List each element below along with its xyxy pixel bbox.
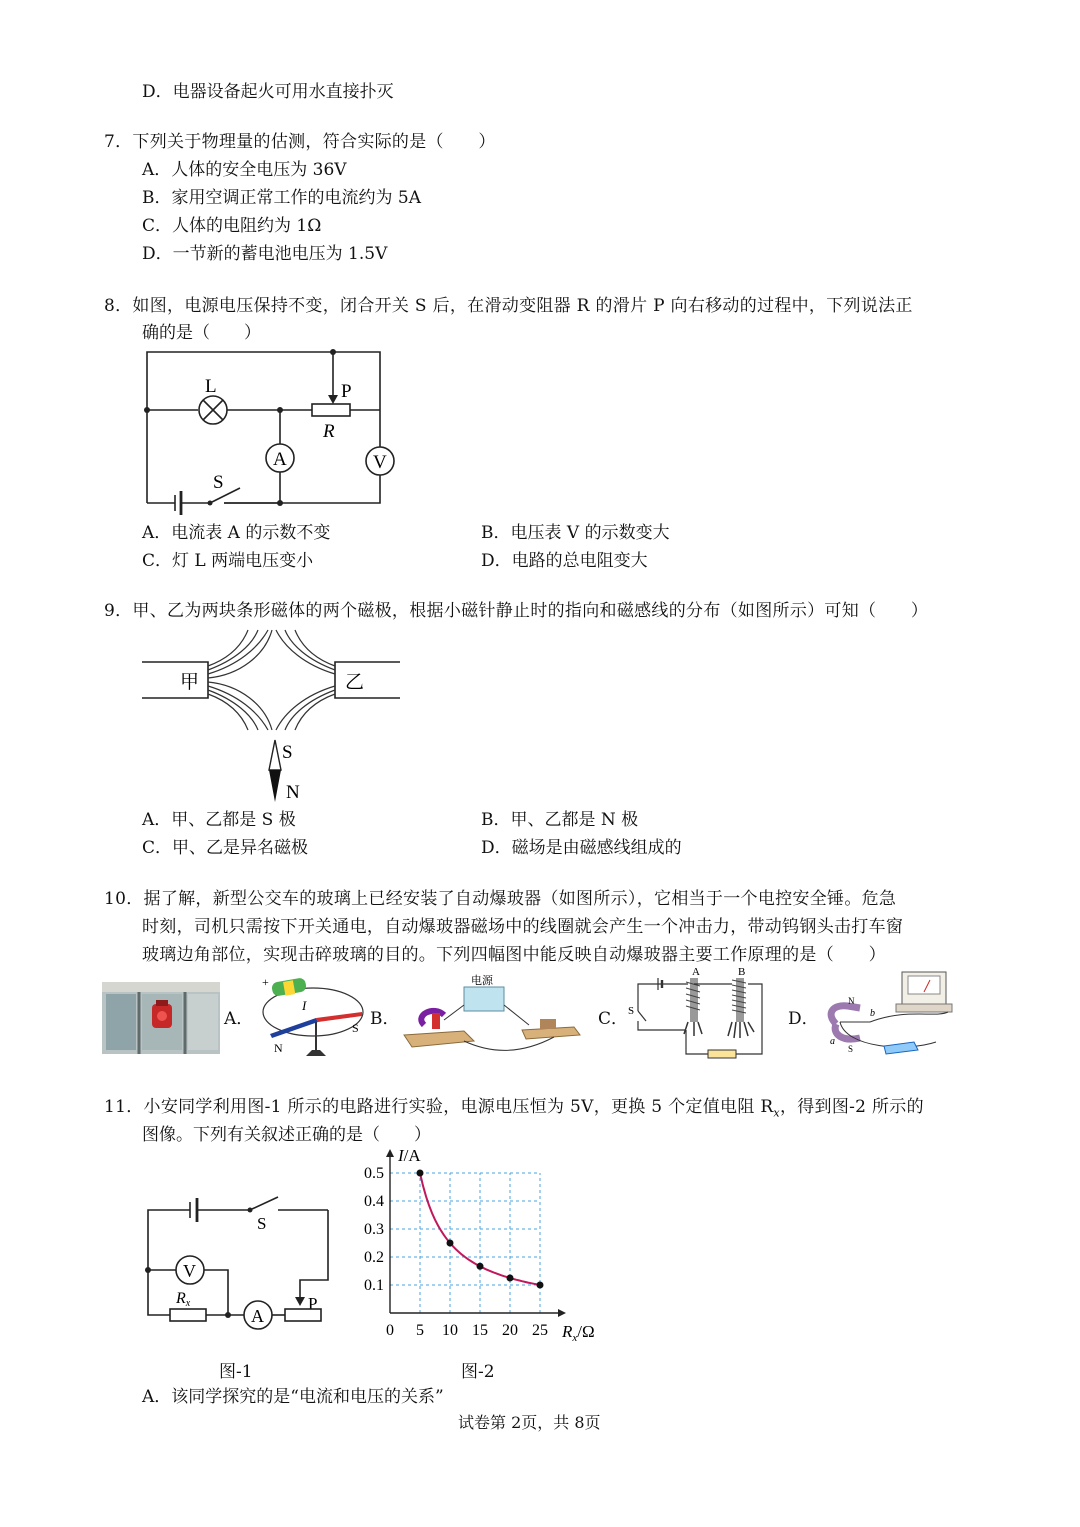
svg-text:+: + xyxy=(262,975,269,989)
chart-y-tick-label: 0.1 xyxy=(364,1277,384,1294)
q11-fig1-slider-label: P xyxy=(308,1294,318,1313)
q8-stem-line1: 8．如图，电源电压保持不变，闭合开关 S 后，在滑动变阻器 R 的滑片 P 向右移动的过程中，下列说法正 xyxy=(104,296,913,316)
q11-fig1-voltmeter-label: V xyxy=(183,1261,196,1281)
q10-fig-d-b-label: b xyxy=(870,1008,875,1019)
q10-fig-a-s-label: S xyxy=(352,1021,359,1035)
q9-left-pole-label: 甲 xyxy=(180,672,200,693)
q11-stem-line2: 图像。下列有关叙述正确的是（ ） xyxy=(142,1125,431,1145)
chart-data-point xyxy=(477,1263,484,1270)
chart-x-tick-label: 10 xyxy=(442,1322,458,1339)
q8-stem-line2: 确的是（ ） xyxy=(142,323,261,343)
q11-stem-line1-end: ，得到图-2 所示的 xyxy=(779,1097,924,1117)
q10-choice-d-label: D． xyxy=(788,1009,819,1029)
q11-fig2-chart xyxy=(360,1145,620,1345)
q10-figure-b-apparatus xyxy=(404,975,584,1055)
q10-figure-a-oersted xyxy=(258,972,368,1058)
q9-needle-s-label: S xyxy=(282,742,293,763)
q7-stem: 7．下列关于物理量的估测，符合实际的是（ ） xyxy=(104,132,496,152)
q10-fig-a-current-label: I xyxy=(302,998,307,1013)
q9-option-c: C．甲、乙是异名磁极 xyxy=(142,838,309,858)
q9-option-b: B．甲、乙都是 N 极 xyxy=(481,810,639,830)
q10-choice-b-label: B． xyxy=(370,1009,400,1029)
q11-fig1-circuit xyxy=(140,1195,350,1335)
q7-option-c: C．人体的电阻约为 1Ω xyxy=(142,216,322,236)
q11-fig1-ammeter-label: A xyxy=(251,1306,264,1326)
chart-x-axis-arrow xyxy=(558,1309,566,1317)
q8-voltmeter-label: V xyxy=(373,452,387,473)
q7-option-d: D．一节新的蓄电池电压为 1.5V xyxy=(142,244,388,264)
q10-choice-a-label: A． xyxy=(224,1009,254,1029)
q8-slider-label: P xyxy=(341,381,352,402)
q9-option-d: D．磁场是由磁感线组成的 xyxy=(481,838,682,858)
q8-option-b: B．电压表 V 的示数变大 xyxy=(481,523,670,543)
q10-breaker-photo xyxy=(102,982,220,1054)
q10-fig-c-a-label: A xyxy=(692,966,700,978)
q8-option-c: C．灯 L 两端电压变小 xyxy=(142,551,314,571)
q8-ammeter-label: A xyxy=(273,449,287,470)
chart-x-axis-label: $R_x/\Omega$ xyxy=(562,1322,595,1344)
q10-fig-c-b-label: B xyxy=(738,966,746,978)
q9-stem: 9．甲、乙为两块条形磁体的两个磁极，根据小磁针静止时的指向和磁感线的分布（如图所示）可知（ ） xyxy=(104,601,929,621)
q8-switch-label: S xyxy=(213,472,224,493)
q10-stem-line2: 时刻，司机只需按下开关通电，自动爆玻器磁场中的线圈就会产生一个冲击力，带动钨钢头击打车窗 xyxy=(142,917,904,937)
q10-fig-d-a-label: a xyxy=(830,1036,835,1047)
q11-fig2-caption: 图-2 xyxy=(461,1362,495,1382)
q10-figure-c-electromagnets xyxy=(628,966,768,1062)
q11-option-a: A．该同学探究的是“电流和电压的关系” xyxy=(142,1387,444,1407)
chart-data-point xyxy=(507,1275,514,1282)
chart-x-tick-label: 5 xyxy=(416,1322,424,1339)
q11-fig1-resistor-label: Rx xyxy=(176,1290,191,1309)
chart-x-tick-label: 15 xyxy=(472,1322,488,1339)
chart-x-tick-label: 0 xyxy=(386,1322,394,1339)
q10-fig-b-power-label: 电源 xyxy=(471,975,493,987)
q10-figure-d-induction xyxy=(826,968,966,1058)
q10-fig-d-n-label: N xyxy=(848,996,855,1006)
chart-y-axis-arrow xyxy=(386,1149,394,1157)
page-footer: 试卷第 2页，共 8页 xyxy=(458,1413,601,1432)
chart-y-tick-label: 0.5 xyxy=(364,1165,384,1182)
q10-choice-c-label: C． xyxy=(598,1009,629,1029)
q7-option-b: B．家用空调正常工作的电流约为 5A xyxy=(142,188,421,208)
chart-data-point xyxy=(447,1240,454,1247)
q7-option-a: A．人体的安全电压为 36V xyxy=(142,160,347,180)
chart-y-tick-label: 0.2 xyxy=(364,1249,384,1266)
q11-stem-subscript: x xyxy=(773,1106,780,1120)
q10-stem-line1: 10．据了解，新型公交车的玻璃上已经安装了自动爆玻器（如图所示），它相当于一个电控安全锤。危急 xyxy=(104,889,897,909)
q8-option-d: D．电路的总电阻变大 xyxy=(481,551,648,571)
q9-right-pole-label: 乙 xyxy=(345,672,365,693)
q8-option-a: A．电流表 A 的示数不变 xyxy=(142,523,331,543)
q11-stem-line1 xyxy=(104,1097,924,1120)
q10-stem-line3: 玻璃边角部位，实现击碎玻璃的目的。下列四幅图中能反映自动爆玻器主要工作原理的是（ ） xyxy=(142,945,886,965)
chart-x-tick-label: 25 xyxy=(532,1322,548,1339)
q9-needle-n-label: N xyxy=(286,782,300,803)
q10-fig-a-n-label: N xyxy=(274,1041,283,1055)
chart-y-tick-label: 0.4 xyxy=(364,1193,384,1210)
chart-y-tick-label: 0.3 xyxy=(364,1221,384,1238)
q8-rheostat-label: R xyxy=(323,421,335,442)
q10-fig-c-switch-label: S xyxy=(628,1005,635,1017)
q10-fig-d-s-label: S xyxy=(848,1044,854,1054)
chart-data-point xyxy=(417,1170,424,1177)
q11-fig1-switch-label: S xyxy=(257,1214,267,1233)
q8-circuit-diagram xyxy=(135,345,435,515)
chart-x-tick-label: 20 xyxy=(502,1322,518,1339)
q11-fig1-caption: 图-1 xyxy=(219,1362,253,1382)
q9-magnet-field-diagram xyxy=(140,630,410,810)
chart-y-axis-label: I/A xyxy=(398,1146,421,1165)
q6-option-d: D．电器设备起火可用水直接扑灭 xyxy=(142,82,394,102)
chart-data-point xyxy=(537,1282,544,1289)
q9-option-a: A．甲、乙都是 S 极 xyxy=(142,810,296,830)
q8-lamp-label: L xyxy=(205,376,217,397)
q11-stem-line1-text: 11．小安同学利用图-1 所示的电路进行实验，电源电压恒为 5V，更换 5 个定值电阻 R xyxy=(104,1097,774,1117)
